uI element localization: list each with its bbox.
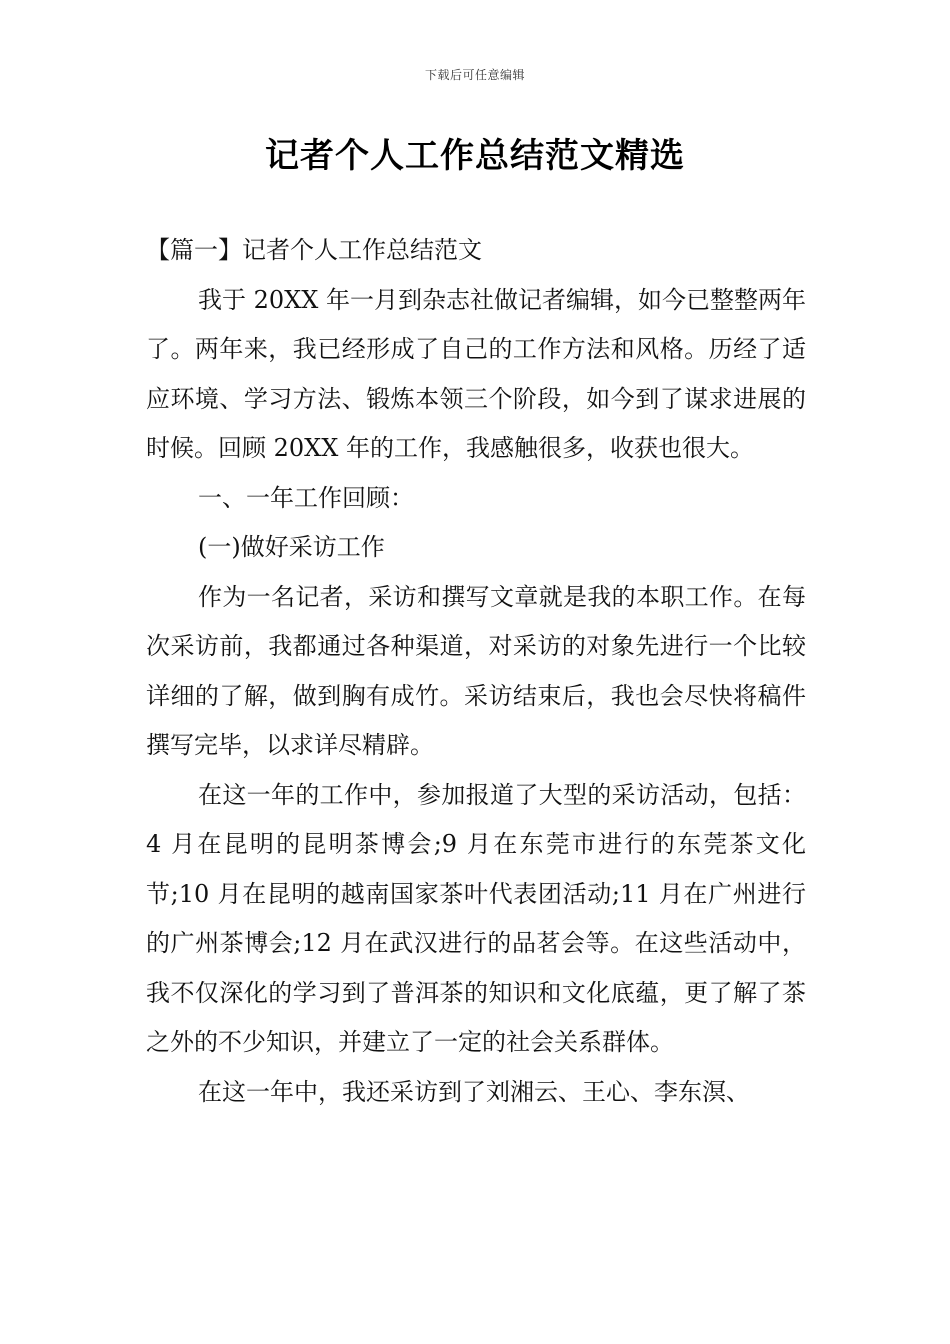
section-heading: 【篇一】记者个人工作总结范文: [146, 236, 482, 264]
paragraph-subheading-interview: (一)做好采访工作: [198, 533, 385, 561]
paragraph-heading-review: 一、一年工作回顾：: [198, 483, 414, 512]
paragraph-intro: 我于 20XX 年一月到杂志社做记者编辑，如今已整整两年了。两年来，我已经形成了自己的工作方法和风格。历经了适应环境、学习方法、锻炼本领三个阶段，如今到了谋求进展的时候。回顾 20XX 年的工作，我感触很多，收获也很大。: [146, 285, 806, 462]
paragraph-interviewees: 在这一年中，我还采访到了刘湘云、王心、李东溟、: [198, 1077, 750, 1106]
paragraph-interview-duty: 作为一名记者，采访和撰写文章就是我的本职工作。在每次采访前，我都通过各种渠道，对采访的对象先进行一个比较详细的了解，做到胸有成竹。采访结束后，我也会尽快将稿件撰写完毕，以求详尽精辟。: [146, 582, 806, 759]
document-body: [146, 226, 806, 1117]
paragraph-events: 在这一年的工作中，参加报道了大型的采访活动，包括：4 月在昆明的昆明茶博会;9 月在东莞市进行的东莞茶文化节;10 月在昆明的越南国家茶叶代表团活动;11 月在广州进行的广州茶博会;12 月在武汉进行的品茗会等。在这些活动中，我不仅深化的学习到了普洱茶的知识和文化底蕴，更了解了茶之外的不少知识，并建立了一定的社会关系群体。: [146, 780, 806, 1056]
document-title: 记者个人工作总结范文精选: [265, 136, 685, 176]
header-note: 下载后可任意编辑: [424, 68, 525, 82]
